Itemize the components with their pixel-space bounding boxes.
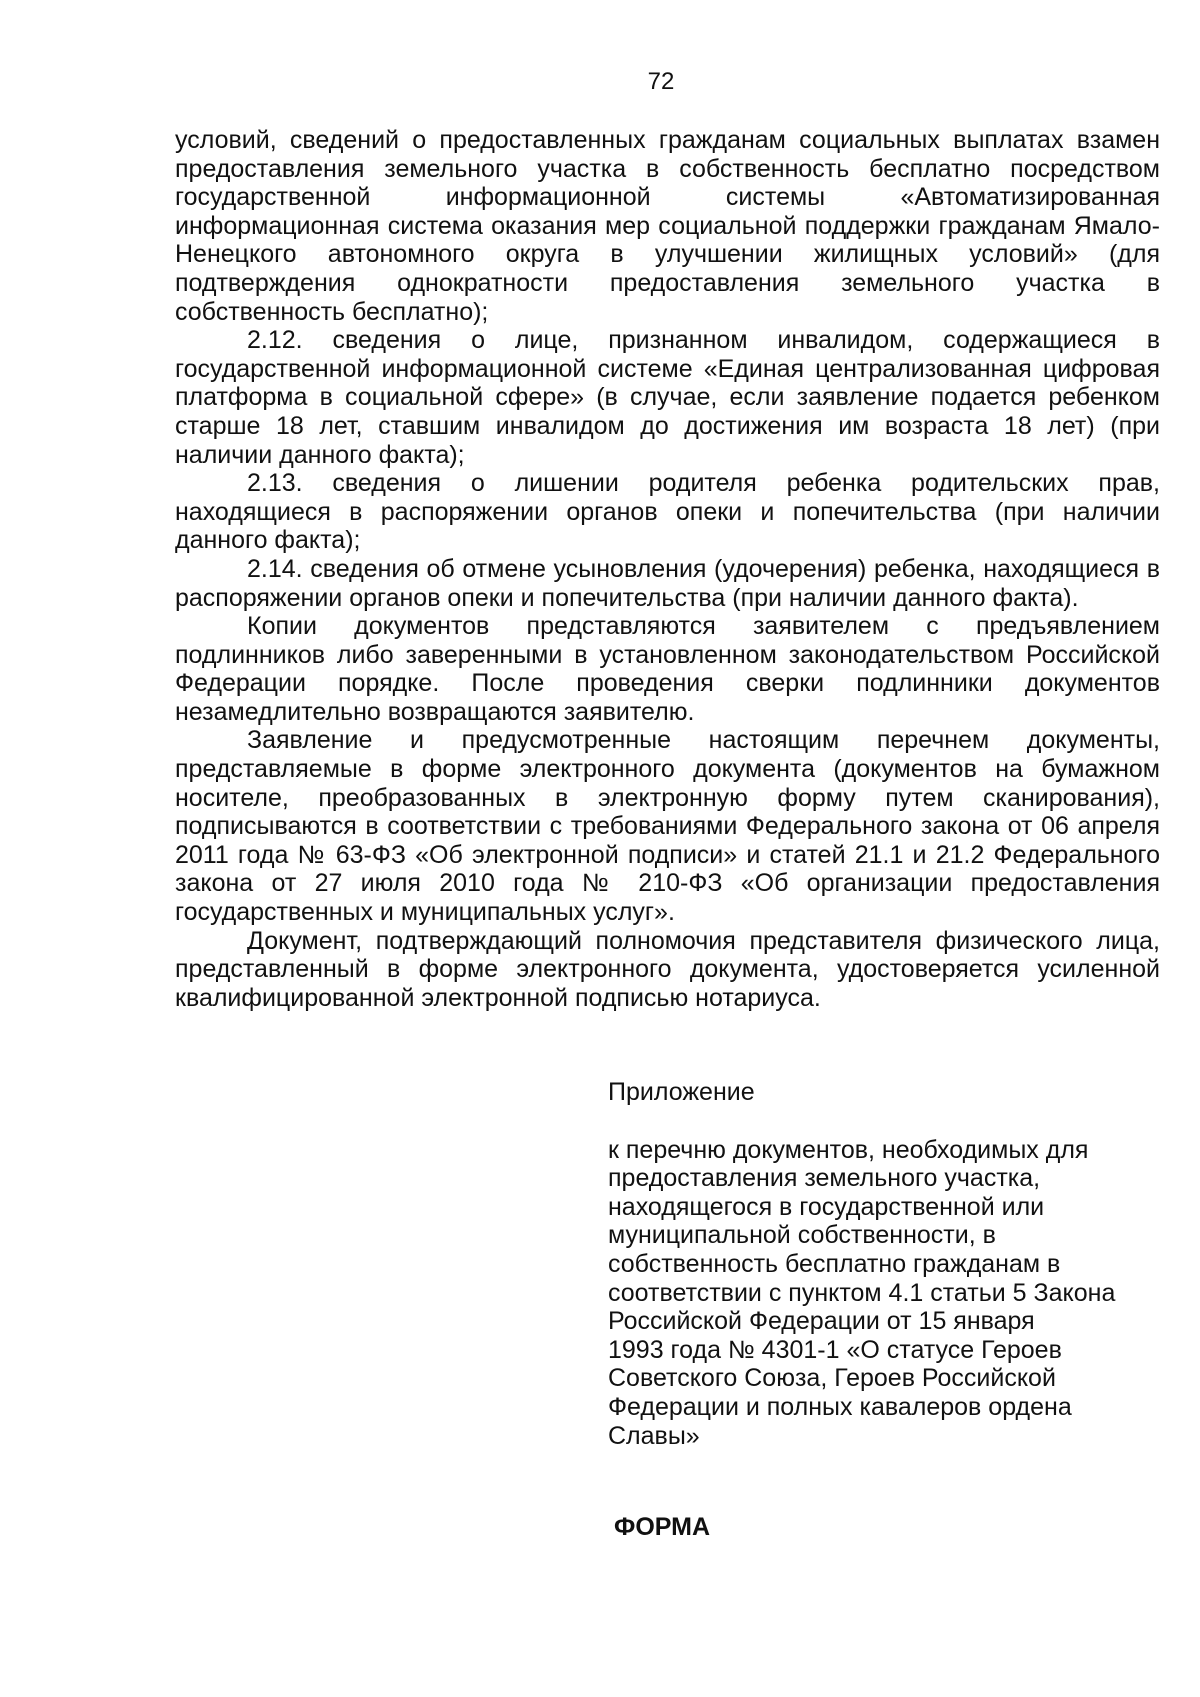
paragraph-copies: Копии документов представляются заявителем с предъявлением подлинников либо заверенными в установленном законодательством Российской Федерации порядке. После проведения сверки подлинники документов незамедлительно возвращаются заявителю. xyxy=(175,612,1160,726)
paragraph-item-2-12: 2.12. сведения о лице, признанном инвалидом, содержащиеся в государственной информационной системе «Единая централизованная цифровая платформа в социальной сфере» (в случае, если заявление подается ребенком старше 18 лет, ставшим инвалидом до достижения им возраста 18 лет) (при наличии данного факта); xyxy=(175,326,1160,469)
form-heading: ФОРМА xyxy=(614,1513,711,1541)
appendix-title: Приложение xyxy=(608,1078,755,1106)
paragraph-item-2-14: 2.14. сведения об отмене усыновления (удочерения) ребенка, находящиеся в распоряжении органов опеки и попечительства (при наличии данного факта). xyxy=(175,554,1160,612)
appendix-block xyxy=(608,1078,1168,1450)
page-number: 72 xyxy=(647,68,675,95)
main-text xyxy=(175,126,1160,1012)
appendix-subtitle: к перечню документов, необходимых для предоставления земельного участка, находящегося в государственной или муниципальной собственности, в собственность бесплатно гражданам в соответствии с пунктом 4.1 статьи 5 Закона Российской Федерации от 15 января 1993 года № 4301-1 «О статусе Героев Советского Союза, Героев Российской Федерации и полных кавалеров ордена Славы» xyxy=(608,1135,1116,1450)
paragraph-continuation: условий, сведений о предоставленных гражданам социальных выплатах взамен предоставления земельного участка в собственность бесплатно посредством государственной информационной системы «Автоматизированная информационная система оказания мер социальной поддержки гражданам Ямало-Ненецкого автономного округа в улучшении жилищных условий» (для подтверждения однократности предоставления земельного участка в собственность бесплатно); xyxy=(175,126,1160,326)
paragraph-electronic-docs: Заявление и предусмотренные настоящим перечнем документы, представляемые в форме электронного документа (документов на бумажном носителе, преобразованных в электронную форму путем сканирования), подписываются в соответствии с требованиями Федерального закона от 06 апреля 2011 года № 63-ФЗ «Об электронной подписи» и статей 21.1 и 21.2 Федерального закона от 27 июля 2010 года № 210-ФЗ «Об организации предоставления государственных и муниципальных услуг». xyxy=(175,726,1160,927)
paragraph-representative: Документ, подтверждающий полномочия представителя физического лица, представленный в форме электронного документа, удостоверяется усиленной квалифицированной электронной подписью нотариуса. xyxy=(175,926,1160,1012)
paragraph-item-2-13: 2.13. сведения о лишении родителя ребенка родительских прав, находящиеся в распоряжении органов опеки и попечительства (при наличии данного факта); xyxy=(175,469,1160,555)
